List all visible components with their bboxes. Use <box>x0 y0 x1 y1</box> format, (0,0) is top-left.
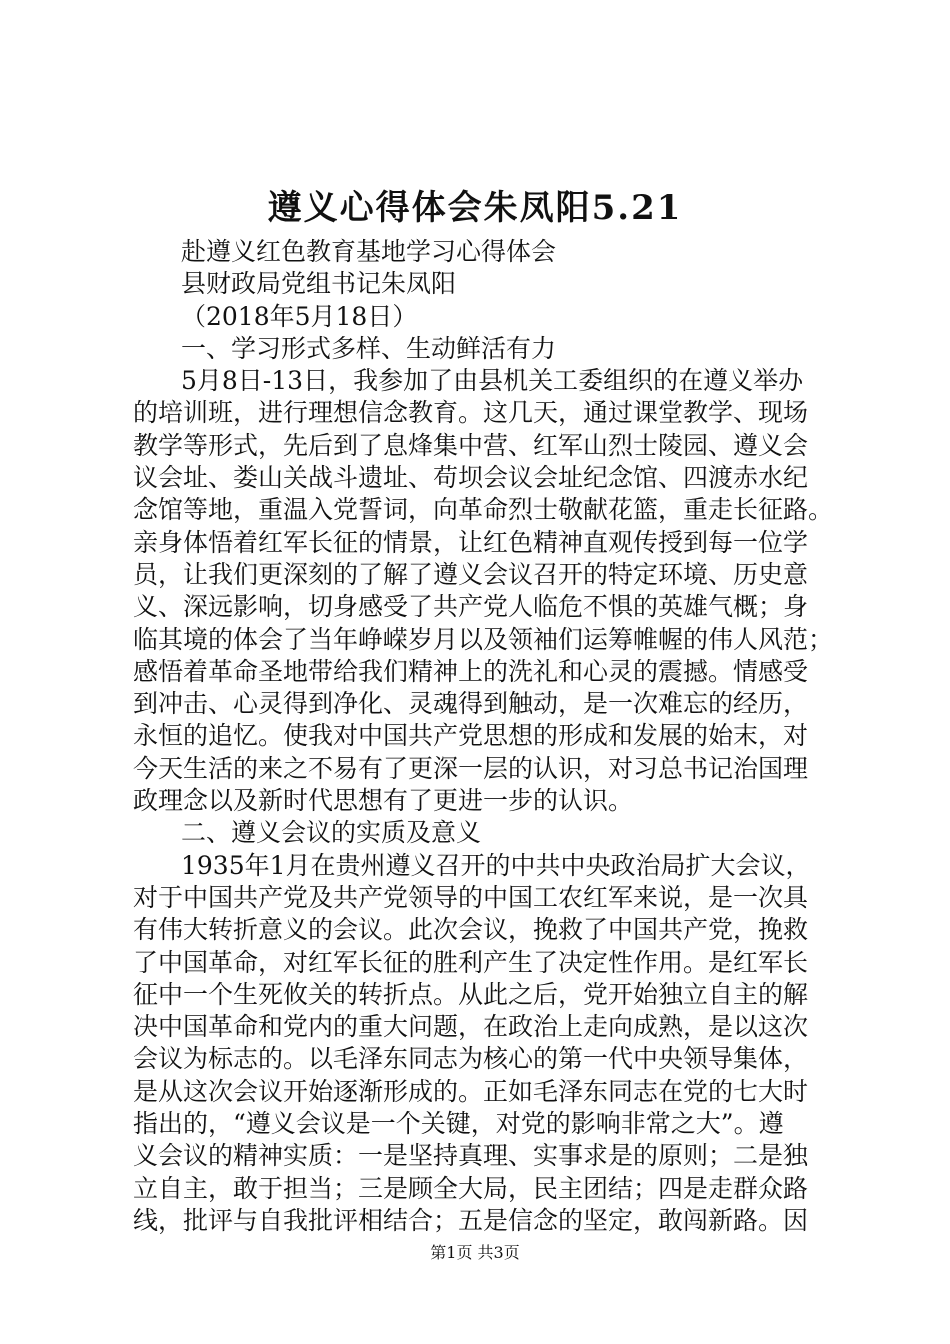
page-footer: 第1页 共3页 <box>430 1243 520 1262</box>
document-body <box>133 236 834 1237</box>
text-line: 临其境的体会了当年峥嵘岁月以及领袖们运筹帷幄的伟人风范； <box>133 624 834 654</box>
text-line: 了中国革命，对红军长征的胜利产生了决定性作用。是红军长 <box>133 947 809 977</box>
text-line: 立自主，敢于担当；三是顾全大局，民主团结；四是走群众路 <box>133 1173 809 1203</box>
text-line: 有伟大转折意义的会议。此次会议，挽救了中国共产党，挽救 <box>133 915 809 945</box>
text-line: 政理念以及新时代思想有了更进一步的认识。 <box>133 786 634 816</box>
text-line: 念馆等地，重温入党誓词，向革命烈士敬献花篮，重走长征路。 <box>133 495 834 525</box>
text-line: 议会址、娄山关战斗遗址、苟坝会议会址纪念馆、四渡赤水纪 <box>133 463 809 493</box>
text-line: 线，批评与自我批评相结合；五是信念的坚定，敢闯新路。因 <box>133 1205 809 1235</box>
text-line: 指出的，“遵义会议是一个关键，对党的影响非常之大”。遵 <box>133 1109 784 1139</box>
text-line: 5月8日-13日，我参加了由县机关工委组织的在遵义举办 <box>181 366 804 396</box>
text-line: 到冲击、心灵得到净化、灵魂得到触动，是一次难忘的经历， <box>133 689 809 719</box>
text-line: 义会议的精神实质：一是坚持真理、实事求是的原则；二是独 <box>133 1141 809 1171</box>
text-line: 对于中国共产党及共产党领导的中国工农红军来说，是一次具 <box>133 882 809 912</box>
text-line: 征中一个生死攸关的转折点。从此之后，党开始独立自主的解 <box>133 979 809 1009</box>
text-line: 会议为标志的。以毛泽东同志为核心的第一代中央领导集体， <box>133 1044 809 1074</box>
text-line: 今天生活的来之不易有了更深一层的认识，对习总书记治国理 <box>133 753 809 783</box>
text-line: 义、深远影响，切身感受了共产党人临危不惧的英雄气概；身 <box>133 592 809 622</box>
text-line: 亲身体悟着红军长征的情景，让红色精神直观传授到每一位学 <box>133 527 809 557</box>
text-line: 教学等形式，先后到了息烽集中营、红军山烈士陵园、遵义会 <box>133 430 809 460</box>
text-line: 是从这次会议开始逐渐形成的。正如毛泽东同志在党的七大时 <box>133 1076 809 1106</box>
text-line: 的培训班，进行理想信念教育。这几天，通过课堂教学、现场 <box>133 398 809 428</box>
document-title: 遵义心得体会朱凤阳5.21 <box>267 188 683 228</box>
text-line: 一、学习形式多样、生动鲜活有力 <box>181 333 557 363</box>
text-line: 员，让我们更深刻的了解了遵义会议召开的特定环境、历史意 <box>133 559 809 589</box>
text-line: 感悟着革命圣地带给我们精神上的洗礼和心灵的震撼。情感受 <box>133 656 809 686</box>
text-line: 县财政局党组书记朱凤阳 <box>181 269 457 299</box>
text-line: 1935年1月在贵州遵义召开的中共中央政治局扩大会议， <box>181 850 811 880</box>
text-line: （2018年5月18日） <box>181 301 418 331</box>
text-line: 永恒的追忆。使我对中国共产党思想的形成和发展的始末，对 <box>133 721 809 751</box>
text-line: 二、遵义会议的实质及意义 <box>181 818 482 848</box>
text-line: 赴遵义红色教育基地学习心得体会 <box>181 237 557 266</box>
text-line: 决中国革命和党内的重大问题，在政治上走向成熟，是以这次 <box>133 1012 809 1042</box>
